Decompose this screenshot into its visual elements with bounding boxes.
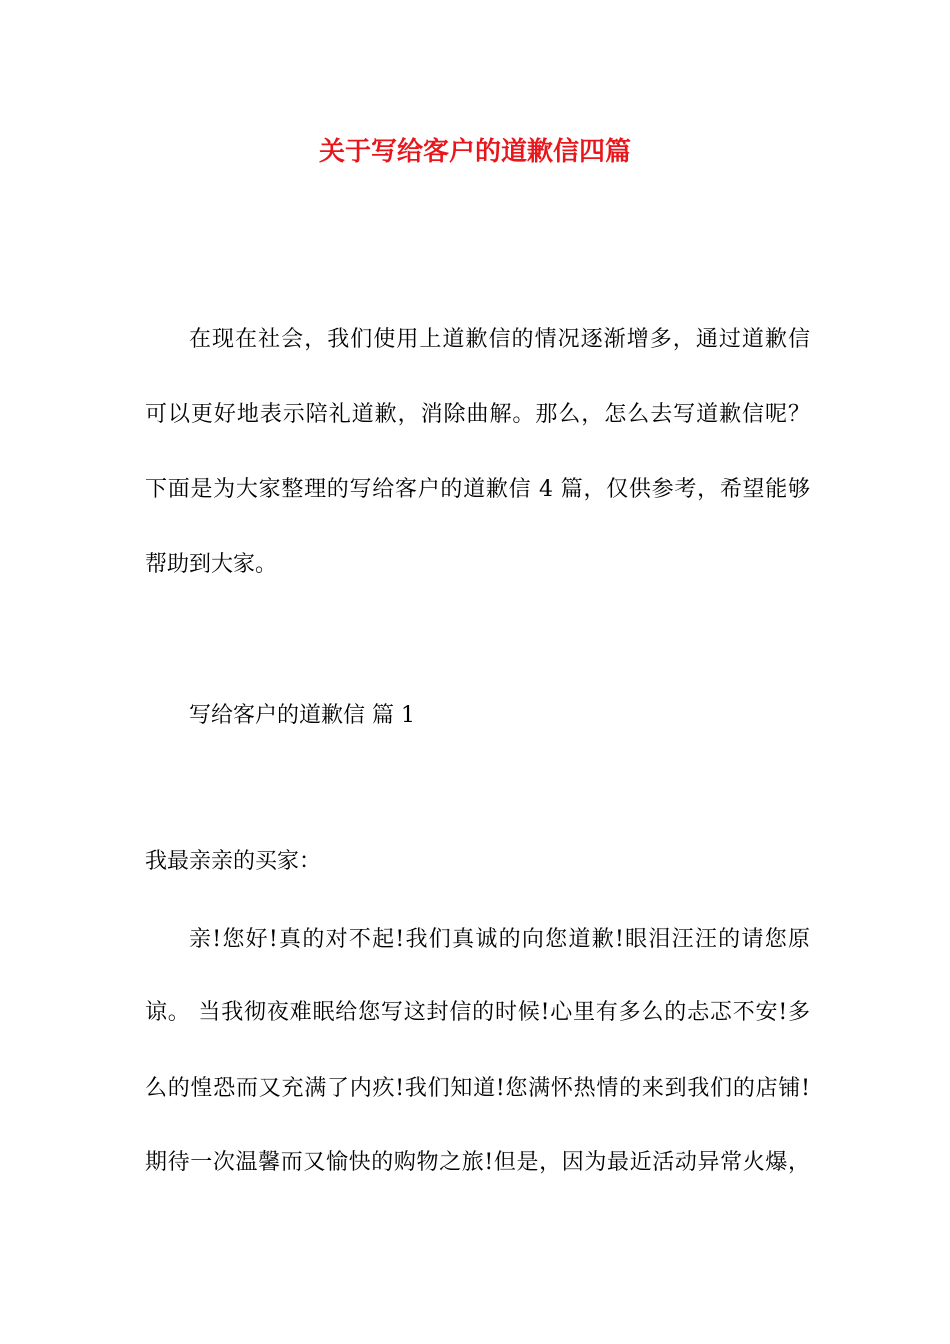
intro-line-2: 可以更好地表示陪礼道歉，消除曲解。那么，怎么去写道歉信呢？: [145, 402, 810, 427]
body-line-3: 么的惶恐而又充满了内疚!我们知道!您满怀热情的来到我们的店铺!: [145, 1076, 810, 1101]
body-line-1: 亲!您好!真的对不起!我们真诚的向您道歉!眼泪汪汪的请您原: [189, 927, 810, 952]
salutation: 我最亲亲的买家：: [145, 849, 322, 874]
body-line-2: 谅。 当我彻夜难眠给您写这封信的时候!心里有多么的忐忑不安!多: [145, 1000, 810, 1025]
intro-line-4: 帮助到大家。: [145, 552, 278, 577]
section-heading: 写给客户的道歉信 篇 1: [189, 703, 415, 728]
document-title: 关于写给客户的道歉信四篇: [318, 137, 631, 167]
body-line-4: 期待一次温馨而又愉快的购物之旅!但是，因为最近活动异常火爆，: [145, 1150, 810, 1175]
intro-line-1: 在现在社会，我们使用上道歉信的情况逐渐增多，通过道歉信: [189, 327, 810, 352]
intro-line-3: 下面是为大家整理的写给客户的道歉信 4 篇，仅供参考，希望能够: [145, 477, 810, 502]
